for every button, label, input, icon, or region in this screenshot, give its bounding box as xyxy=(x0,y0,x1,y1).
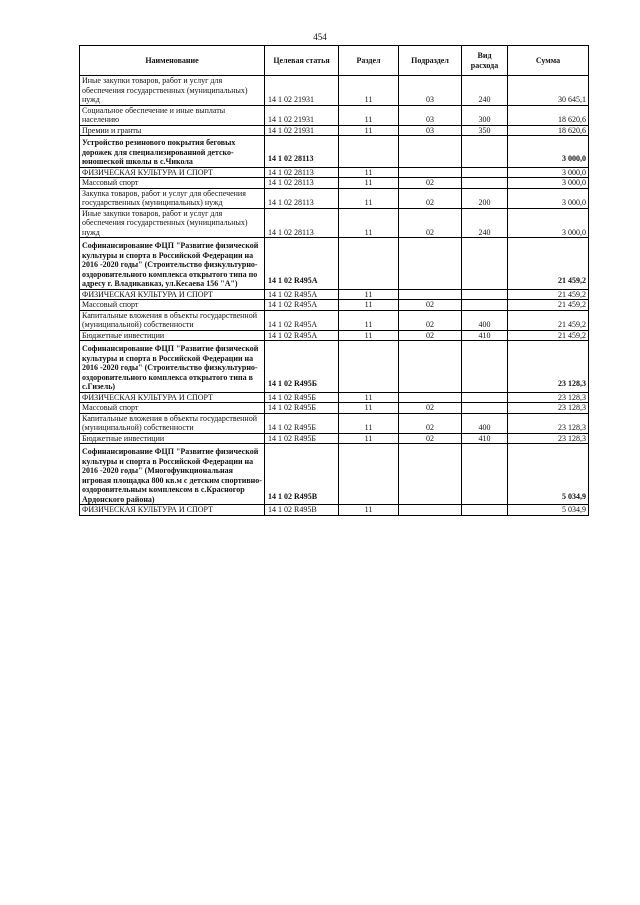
cell-razdel: 11 xyxy=(339,167,399,178)
cell-code: 14 1 02 R495А xyxy=(265,330,339,341)
cell-razdel: 11 xyxy=(339,392,399,403)
table-row xyxy=(80,136,589,168)
table-row xyxy=(80,330,589,341)
cell-code: 14 1 02 R495Б xyxy=(265,413,339,433)
cell-name: Бюджетные инвестиции xyxy=(80,330,265,341)
cell-razdel xyxy=(339,238,399,290)
cell-code: 14 1 02 R495В xyxy=(265,505,339,516)
cell-podrazdel xyxy=(399,136,462,168)
cell-razdel: 11 xyxy=(339,403,399,414)
cell-razdel xyxy=(339,444,399,505)
cell-name: Закупка товаров, работ и услуг для обеспечения государственных (муниципальных) нужд xyxy=(80,188,265,208)
header-name: Наименование xyxy=(80,46,265,76)
cell-sum: 5 034,9 xyxy=(508,505,589,516)
cell-code: 14 1 02 28113 xyxy=(265,188,339,208)
cell-razdel: 11 xyxy=(339,413,399,433)
cell-code: 14 1 02 21931 xyxy=(265,105,339,125)
cell-razdel: 11 xyxy=(339,330,399,341)
cell-razdel: 11 xyxy=(339,105,399,125)
cell-sum: 23 128,3 xyxy=(508,403,589,414)
cell-vid xyxy=(462,136,508,168)
cell-podrazdel: 02 xyxy=(399,188,462,208)
cell-podrazdel: 02 xyxy=(399,208,462,238)
cell-name: Иные закупки товаров, работ и услуг для обеспечения государственных (муниципальных) нужд xyxy=(80,76,265,106)
table-row xyxy=(80,403,589,414)
cell-vid: 240 xyxy=(462,76,508,106)
cell-podrazdel xyxy=(399,289,462,300)
cell-razdel xyxy=(339,136,399,168)
cell-podrazdel: 03 xyxy=(399,125,462,136)
cell-razdel: 11 xyxy=(339,178,399,189)
cell-name: ФИЗИЧЕСКАЯ КУЛЬТУРА И СПОРТ xyxy=(80,167,265,178)
cell-name: Массовый спорт xyxy=(80,300,265,311)
cell-code: 14 1 02 28113 xyxy=(265,136,339,168)
budget-table xyxy=(79,45,589,516)
cell-name: Массовый спорт xyxy=(80,403,265,414)
cell-sum: 18 620,6 xyxy=(508,125,589,136)
cell-name: Софинансирование ФЦП "Развитие физической культуры и спорта в Российской Федерации на 2016 -2020 годы" (Многофункциональная игровая площадка 800 кв.м с детским спортивно-оздоровительным комплексом в с.Красногор Ардонского района) xyxy=(80,444,265,505)
cell-name: Социальное обеспечение и иные выплаты населению xyxy=(80,105,265,125)
cell-name: Бюджетные инвестиции xyxy=(80,433,265,444)
cell-code: 14 1 02 R495Б xyxy=(265,433,339,444)
cell-vid: 300 xyxy=(462,105,508,125)
cell-name: Массовый спорт xyxy=(80,178,265,189)
table-row xyxy=(80,76,589,106)
table-row xyxy=(80,188,589,208)
cell-razdel xyxy=(339,341,399,393)
cell-name: Софинансирование ФЦП "Развитие физической культуры и спорта в Российской Федерации на 2016 -2020 годы" (Строительство физкультурно-оздоровительного комплекса открытого типа по адресу г. Владикавказ, ул.Кесаева 156 "А") xyxy=(80,238,265,290)
table-row xyxy=(80,413,589,433)
cell-vid: 410 xyxy=(462,433,508,444)
cell-sum: 30 645,1 xyxy=(508,76,589,106)
cell-sum: 23 128,3 xyxy=(508,392,589,403)
cell-podrazdel: 03 xyxy=(399,105,462,125)
cell-podrazdel: 02 xyxy=(399,413,462,433)
cell-name: ФИЗИЧЕСКАЯ КУЛЬТУРА И СПОРТ xyxy=(80,505,265,516)
table-row xyxy=(80,310,589,330)
cell-sum: 23 128,3 xyxy=(508,433,589,444)
table-row xyxy=(80,444,589,505)
cell-code: 14 1 02 28113 xyxy=(265,208,339,238)
cell-podrazdel xyxy=(399,505,462,516)
table-row xyxy=(80,505,589,516)
header-razdel: Раздел xyxy=(339,46,399,76)
cell-code: 14 1 02 21931 xyxy=(265,76,339,106)
cell-podrazdel: 02 xyxy=(399,310,462,330)
cell-razdel: 11 xyxy=(339,310,399,330)
cell-name: Капитальные вложения в объекты государственной (муниципальной) собственности xyxy=(80,310,265,330)
cell-podrazdel xyxy=(399,167,462,178)
cell-name: ФИЗИЧЕСКАЯ КУЛЬТУРА И СПОРТ xyxy=(80,289,265,300)
cell-vid: 200 xyxy=(462,188,508,208)
cell-vid xyxy=(462,238,508,290)
table-row xyxy=(80,238,589,290)
cell-sum: 3 000,0 xyxy=(508,188,589,208)
page-number: 454 xyxy=(313,32,327,42)
cell-code: 14 1 02 R495А xyxy=(265,238,339,290)
cell-sum: 18 620,6 xyxy=(508,105,589,125)
cell-podrazdel: 02 xyxy=(399,178,462,189)
cell-name: Устройство резинового покрытия беговых дорожек для специализированной детско-юношеской школы в с.Чикола xyxy=(80,136,265,168)
cell-razdel: 11 xyxy=(339,433,399,444)
cell-sum: 21 459,2 xyxy=(508,300,589,311)
table-row xyxy=(80,208,589,238)
cell-code: 14 1 02 R495А xyxy=(265,300,339,311)
cell-podrazdel: 02 xyxy=(399,330,462,341)
cell-sum: 3 000,0 xyxy=(508,208,589,238)
cell-vid xyxy=(462,505,508,516)
cell-vid xyxy=(462,392,508,403)
table-header-row xyxy=(80,46,589,76)
cell-name: Иные закупки товаров, работ и услуг для обеспечения государственных (муниципальных) нужд xyxy=(80,208,265,238)
cell-vid: 240 xyxy=(462,208,508,238)
cell-sum: 5 034,9 xyxy=(508,444,589,505)
table-row xyxy=(80,300,589,311)
cell-name: Софинансирование ФЦП "Развитие физической культуры и спорта в Российской Федерации на 2016 -2020 годы" (Строительство физкультурно-оздоровительного комплекса открытого типа в с.Гизель) xyxy=(80,341,265,393)
cell-sum: 23 128,3 xyxy=(508,413,589,433)
cell-sum: 21 459,2 xyxy=(508,310,589,330)
cell-vid xyxy=(462,403,508,414)
cell-code: 14 1 02 R495В xyxy=(265,444,339,505)
cell-podrazdel: 02 xyxy=(399,300,462,311)
cell-razdel: 11 xyxy=(339,289,399,300)
cell-podrazdel xyxy=(399,444,462,505)
table-row xyxy=(80,178,589,189)
cell-sum: 21 459,2 xyxy=(508,289,589,300)
cell-podrazdel: 02 xyxy=(399,403,462,414)
cell-vid xyxy=(462,341,508,393)
cell-code: 14 1 02 28113 xyxy=(265,167,339,178)
cell-sum: 21 459,2 xyxy=(508,238,589,290)
cell-podrazdel xyxy=(399,392,462,403)
cell-code: 14 1 02 21931 xyxy=(265,125,339,136)
cell-vid: 410 xyxy=(462,330,508,341)
cell-vid xyxy=(462,300,508,311)
cell-sum: 23 128,3 xyxy=(508,341,589,393)
cell-razdel: 11 xyxy=(339,208,399,238)
table-row xyxy=(80,125,589,136)
cell-code: 14 1 02 28113 xyxy=(265,178,339,189)
cell-razdel: 11 xyxy=(339,505,399,516)
header-sum: Сумма xyxy=(508,46,589,76)
cell-code: 14 1 02 R495Б xyxy=(265,403,339,414)
header-podrazdel: Подраздел xyxy=(399,46,462,76)
cell-code: 14 1 02 R495А xyxy=(265,289,339,300)
header-vid: Вид расхода xyxy=(462,46,508,76)
cell-razdel: 11 xyxy=(339,76,399,106)
cell-vid xyxy=(462,289,508,300)
cell-name: ФИЗИЧЕСКАЯ КУЛЬТУРА И СПОРТ xyxy=(80,392,265,403)
cell-name: Капитальные вложения в объекты государственной (муниципальной) собственности xyxy=(80,413,265,433)
cell-vid: 400 xyxy=(462,413,508,433)
cell-razdel: 11 xyxy=(339,300,399,311)
cell-sum: 3 000,0 xyxy=(508,167,589,178)
cell-sum: 3 000,0 xyxy=(508,178,589,189)
table-row xyxy=(80,289,589,300)
table-body xyxy=(80,76,589,516)
cell-code: 14 1 02 R495Б xyxy=(265,341,339,393)
cell-sum: 3 000,0 xyxy=(508,136,589,168)
cell-vid xyxy=(462,178,508,189)
cell-razdel: 11 xyxy=(339,188,399,208)
cell-name: Премии и гранты xyxy=(80,125,265,136)
cell-razdel: 11 xyxy=(339,125,399,136)
cell-code: 14 1 02 R495Б xyxy=(265,392,339,403)
cell-podrazdel xyxy=(399,238,462,290)
table-row xyxy=(80,341,589,393)
cell-vid xyxy=(462,167,508,178)
cell-vid xyxy=(462,444,508,505)
table-row xyxy=(80,105,589,125)
cell-vid: 400 xyxy=(462,310,508,330)
cell-podrazdel: 03 xyxy=(399,76,462,106)
cell-code: 14 1 02 R495А xyxy=(265,310,339,330)
cell-podrazdel xyxy=(399,341,462,393)
cell-vid: 350 xyxy=(462,125,508,136)
cell-podrazdel: 02 xyxy=(399,433,462,444)
table-row xyxy=(80,167,589,178)
cell-sum: 21 459,2 xyxy=(508,330,589,341)
table-row xyxy=(80,433,589,444)
header-code: Целевая статья xyxy=(265,46,339,76)
table-row xyxy=(80,392,589,403)
